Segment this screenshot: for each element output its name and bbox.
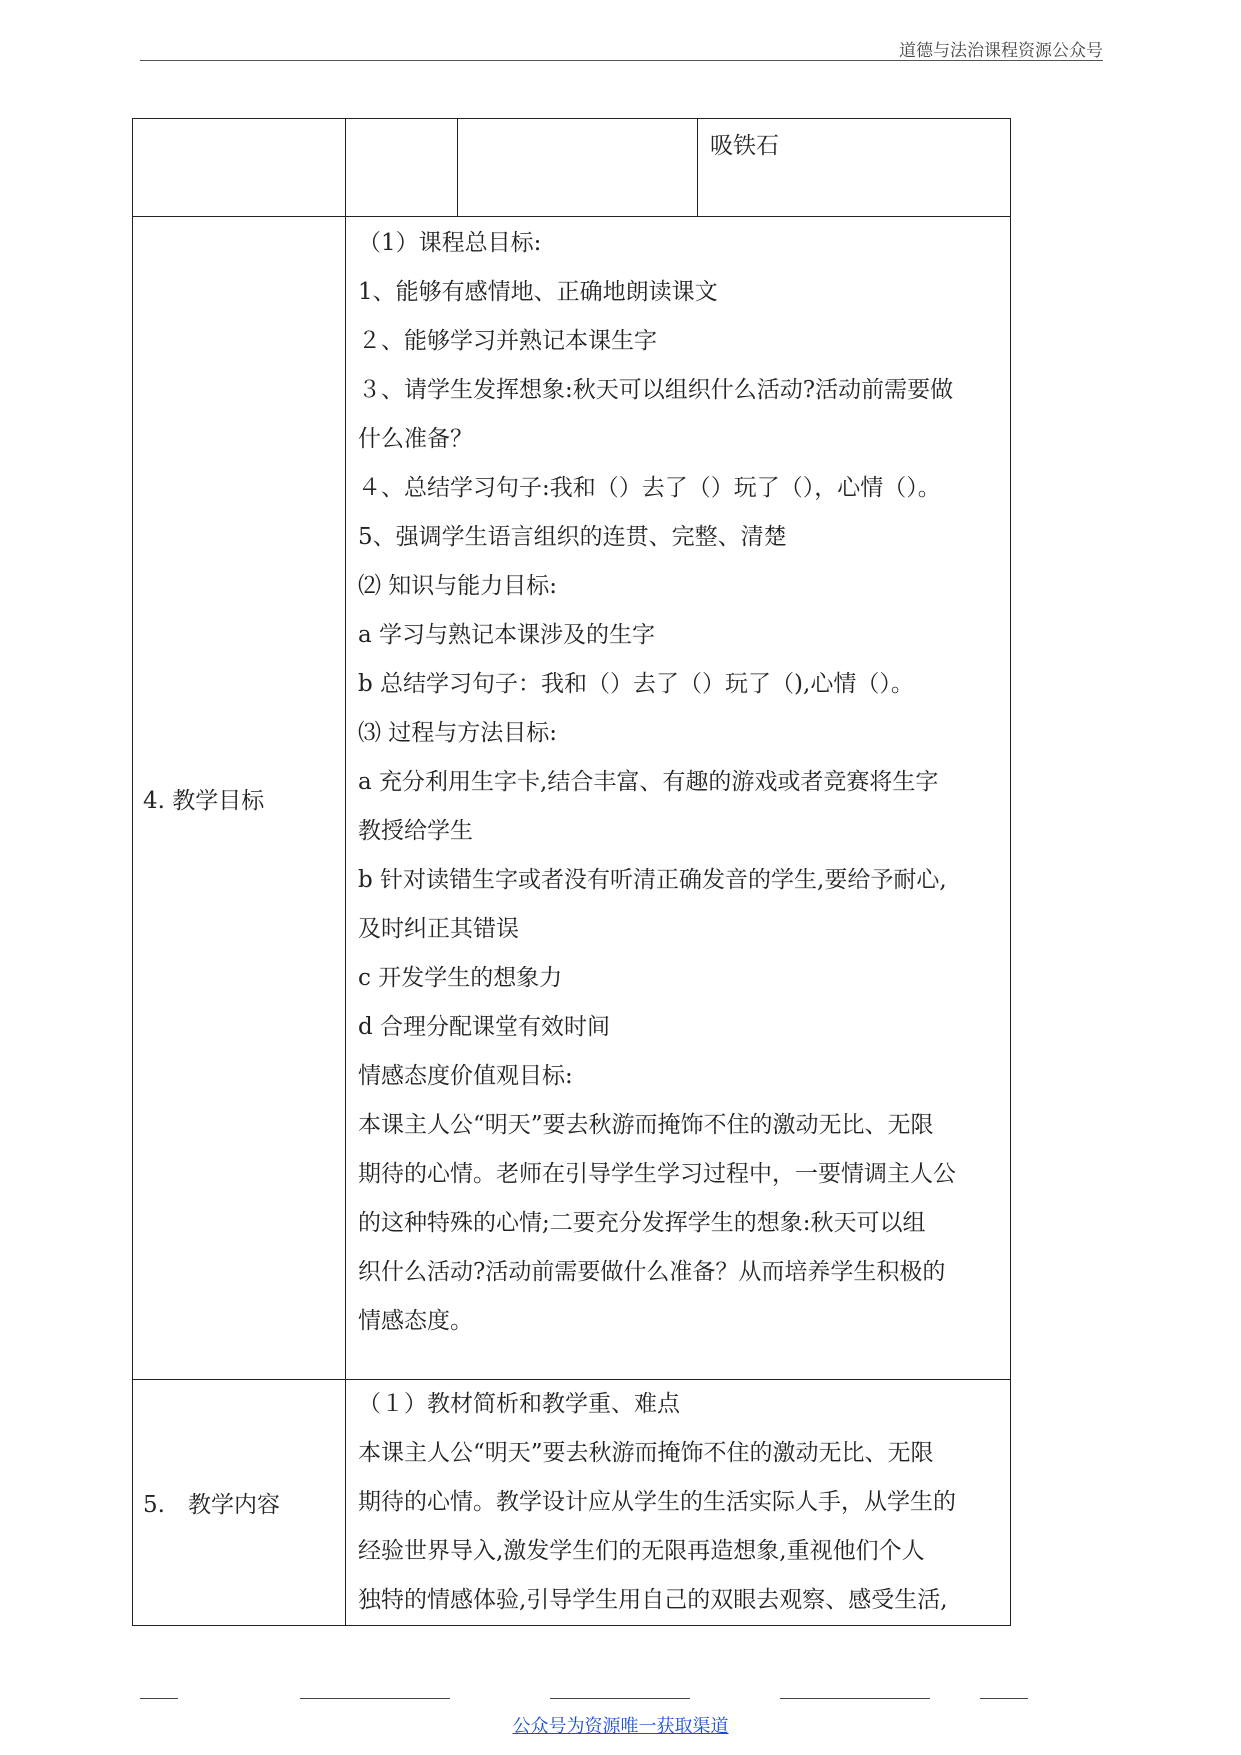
- header-divider: [140, 60, 1103, 61]
- teaching-content-line: 独特的情感体验,引导学生用自己的双眼去观察、感受生活,: [358, 1587, 948, 1613]
- teaching-goals-line: a 学习与熟记本课涉及的生字: [358, 622, 656, 648]
- teaching-content-label: 5. 教学内容: [133, 1380, 346, 1626]
- magnet-cell: [698, 119, 1011, 217]
- teaching-goals-line: 本课主人公“明天”要去秋游而掩饰不住的激动无比、无限: [358, 1112, 934, 1138]
- teaching-content-line: （１）教材简析和教学重、难点: [358, 1391, 680, 1417]
- teaching-goals-line: ２、能够学习并熟记本课生字: [358, 328, 657, 354]
- teaching-content-content: [346, 1380, 1011, 1626]
- teaching-goals-line: 的这种特殊的心情;二要充分发挥学生的想象:秋天可以组: [358, 1210, 926, 1236]
- teaching-goals-line: b 总结学习句子：我和（）去了（）玩了（),心情（）。: [358, 671, 914, 697]
- header-text: 道德与法治课程资源公众号: [899, 41, 1103, 61]
- teaching-goals-line: ３、请学生发挥想象:秋天可以组织什么活动?活动前需要做: [358, 377, 954, 403]
- teaching-goals-content: [346, 217, 1011, 1380]
- teaching-goals-line: 及时纠正其错误: [358, 916, 519, 942]
- teaching-goals-line: ⑶ 过程与方法目标:: [358, 720, 558, 746]
- lesson-plan-table: [132, 118, 1011, 1626]
- footer-link[interactable]: 公众号为资源唯一获取渠道: [512, 1716, 729, 1737]
- teaching-goals-line: 1、能够有感情地、正确地朗读课文: [358, 279, 718, 305]
- teaching-goals-line: c 开发学生的想象力: [358, 965, 563, 991]
- teaching-content-line: 经验世界导入,激发学生们的无限再造想象,重视他们个人: [358, 1538, 925, 1564]
- teaching-goals-line: 期待的心情。老师在引导学生学习过程中，一要情调主人公: [358, 1161, 956, 1187]
- teaching-goals-line: d 合理分配课堂有效时间: [358, 1014, 611, 1040]
- empty-cell-1: [133, 119, 346, 217]
- empty-cell-2: [346, 119, 458, 217]
- teaching-goals-line: a 充分利用生字卡,结合丰富、有趣的游戏或者竞赛将生字: [358, 769, 939, 795]
- teaching-goals-line: b 针对读错生字或者没有听清正确发音的学生,要给予耐心,: [358, 867, 947, 893]
- teaching-goals-line: ⑵ 知识与能力目标:: [358, 573, 558, 599]
- teaching-goals-line: 情感态度。: [358, 1308, 473, 1334]
- teaching-goals-line: 5、强调学生语言组织的连贯、完整、清楚: [358, 524, 787, 550]
- teaching-content-lines: [346, 1380, 1010, 1625]
- empty-cell-3: [458, 119, 698, 217]
- teaching-goals-line: 情感态度价值观目标:: [358, 1063, 573, 1089]
- teaching-goals-lines: [346, 217, 1010, 1346]
- table-row-teaching-content: [133, 1380, 1011, 1626]
- teaching-goals-line: 织什么活动?活动前需要做什么准备？从而培养学生积极的: [358, 1259, 946, 1285]
- footer-divider: [140, 1698, 1028, 1700]
- teaching-content-line: 期待的心情。教学设计应从学生的生活实际人手，从学生的: [358, 1489, 956, 1515]
- teaching-goals-line: 教授给学生: [358, 818, 473, 844]
- teaching-goals-line: ４、总结学习句子:我和（）去了（）玩了（），心情（）。: [358, 475, 941, 501]
- teaching-goals-line: 什么准备？: [358, 426, 473, 452]
- teaching-content-line: 本课主人公“明天”要去秋游而掩饰不住的激动无比、无限: [358, 1440, 934, 1466]
- magnet-text: 吸铁石: [710, 133, 779, 159]
- table-row-top: [133, 119, 1011, 217]
- table-row-teaching-goals: [133, 217, 1011, 1380]
- teaching-goals-label: 4. 教学目标: [133, 217, 346, 1380]
- teaching-goals-line: （1）课程总目标:: [358, 230, 542, 256]
